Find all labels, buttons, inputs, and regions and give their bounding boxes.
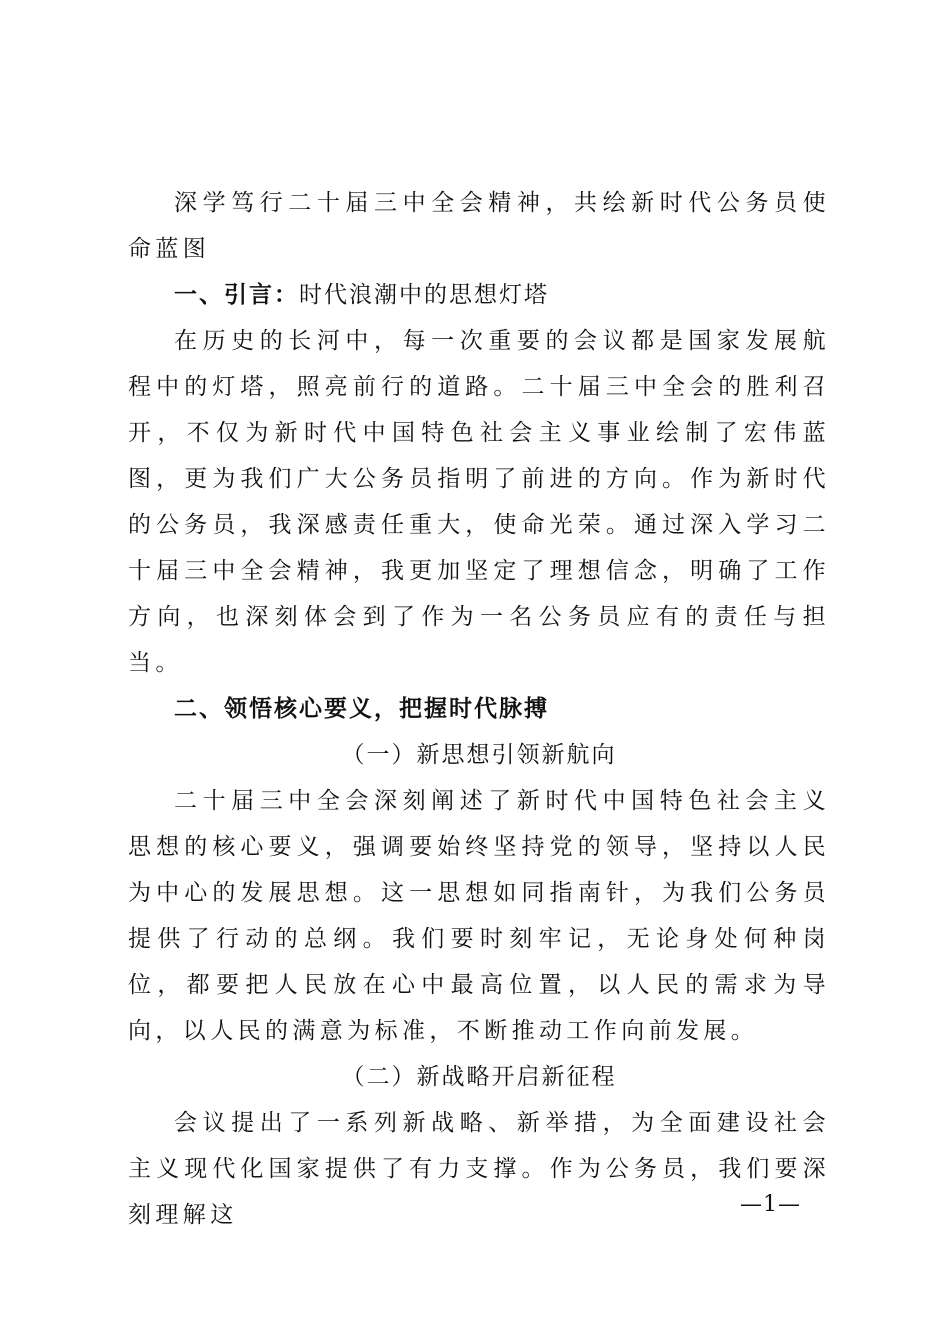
subsection-1-paragraph: 二十届三中全会深刻阐述了新时代中国特色社会主义思想的核心要义，强调要始终坚持党的领导，坚持以人民为中心的发展思想。这一思想如同指南针，为我们公务员提供了行动的总纲。我们要时刻牢记，无论身处何种岗位，都要把人民放在心中最高位置，以人民的需求为导向，以人民的满意为标准，不断推动工作向前发展。 <box>128 788 830 1044</box>
subsection-2-paragraph: 会议提出了一系列新战略、新举措，为全面建设社会主义现代化国家提供了有力支撑。作为公务员，我们要深刻理解这 <box>128 1110 830 1228</box>
subsection-heading-1: （一）新思想引领新航向 <box>341 742 617 768</box>
intro-heading-lead: 一、引言： <box>174 282 299 308</box>
section-heading-core: 二、领悟核心要义，把握时代脉搏 <box>174 696 549 722</box>
page-number: —1— <box>740 1192 801 1217</box>
section-heading-introduction <box>128 272 830 318</box>
document-title: 深学笃行二十届三中全会精神，共绘新时代公务员使命蓝图 <box>128 190 830 262</box>
intro-paragraph: 在历史的长河中，每一次重要的会议都是国家发展航程中的灯塔，照亮前行的道路。二十届三中全会的胜利召开，不仅为新时代中国特色社会主义事业绘制了宏伟蓝图，更为我们广大公务员指明了前进的方向。作为新时代的公务员，我深感责任重大，使命光荣。通过深入学习二十届三中全会精神，我更加坚定了理想信念，明确了工作方向，也深刻体会到了作为一名公务员应有的责任与担当。 <box>128 328 830 676</box>
intro-heading-rest: 时代浪潮中的思想灯塔 <box>299 282 549 308</box>
subsection-heading-2: （二）新战略开启新征程 <box>341 1064 617 1090</box>
document-body <box>128 180 830 1238</box>
